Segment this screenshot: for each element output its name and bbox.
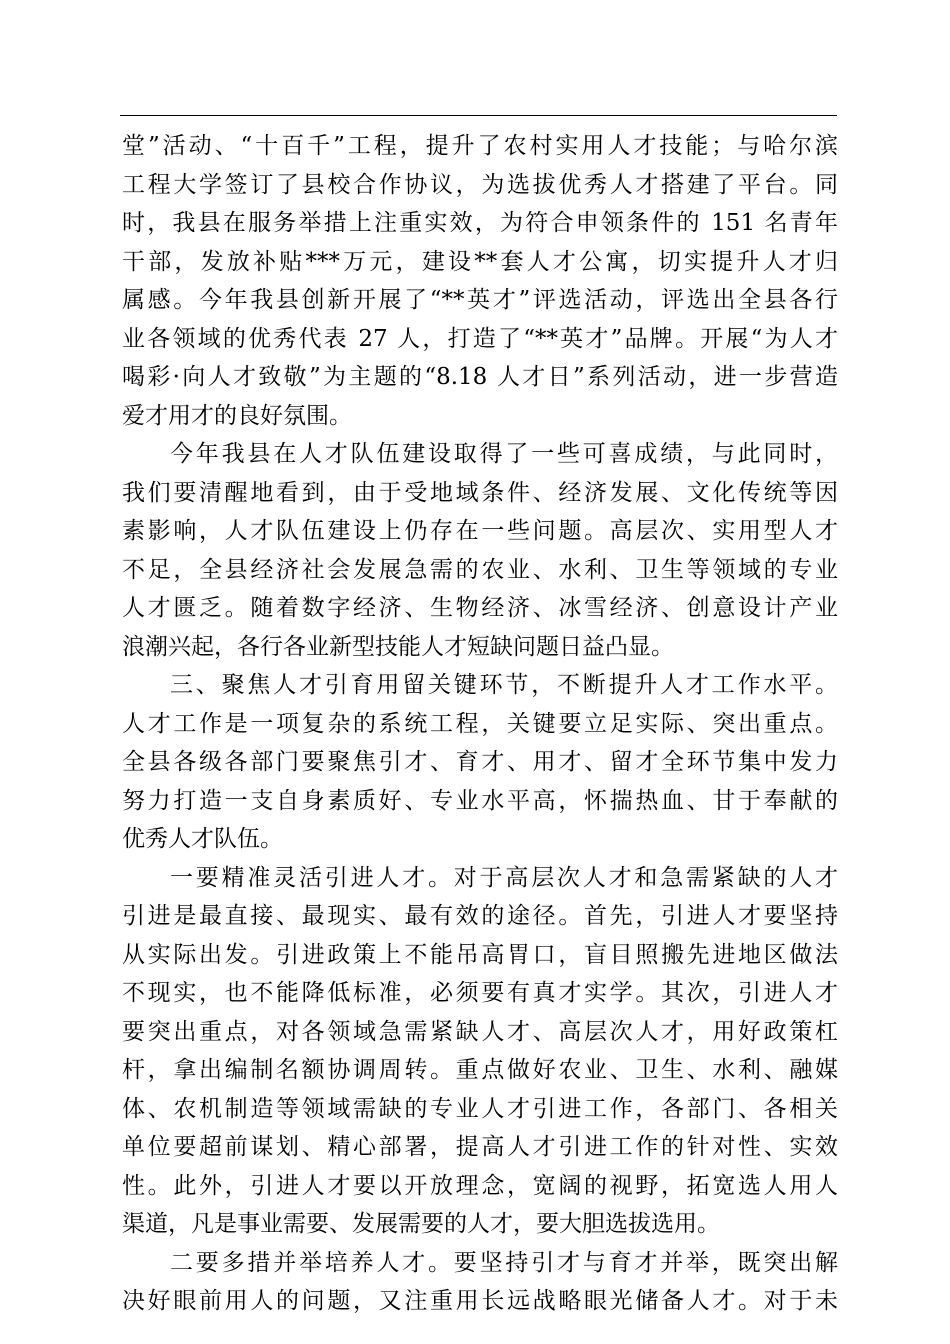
text-line: 体、农机制造等领域需缺的专业人才引进工作，各部门、各相关 <box>122 1095 838 1122</box>
text-line: 素影响，人才队伍建设上仍存在一些问题。高层次、实用型人才 <box>122 518 838 544</box>
text-line: 全县各级各部门要聚焦引才、育才、用才、留才全环节集中发力 <box>122 749 838 775</box>
text-line: 工程大学签订了县校合作协议，为选拔优秀人才搭建了平台。同 <box>122 171 838 198</box>
text-line: 不足，全县经济社会发展急需的农业、水利、卫生等领域的专业 <box>122 556 838 583</box>
text-line: 单位要超前谋划、精心部署，提高人才引进工作的针对性、实效 <box>122 1134 838 1160</box>
text-line: 干部，发放补贴***万元，建设**套人才公寓，切实提升人才归 <box>122 248 838 275</box>
text-line: 引进是最直接、最现实、最有效的途径。首先，引进人才要坚持 <box>122 903 838 929</box>
text-line: 优秀人才队伍。 <box>122 826 283 852</box>
text-line: 我们要清醒地看到，由于受地域条件、经济发展、文化传统等因 <box>122 479 838 506</box>
text-line: 性。此外，引进人才要以开放理念，宽阔的视野，拓宽选人用人 <box>122 1172 838 1199</box>
text-line: 人才匮乏。随着数字经济、生物经济、冰雪经济、创意设计产业 <box>122 595 838 621</box>
text-line: 一要精准灵活引进人才。对于高层次人才和急需紧缺的人才 <box>170 864 838 891</box>
text-line: 浪潮兴起，各行各业新型技能人才短缺问题日益凸显。 <box>122 633 674 660</box>
text-line: 渠道，凡是事业需要、发展需要的人才，要大胆选拔选用。 <box>122 1211 720 1237</box>
text-line: 二要多措并举培养人才。要坚持引才与育才并举，既突出解 <box>170 1249 838 1276</box>
text-line: 堂”活动、“十百千”工程，提升了农村实用人才技能；与哈尔滨 <box>122 133 838 159</box>
text-line: 杆，拿出编制名额协调周转。重点做好农业、卫生、水利、融媒 <box>122 1057 838 1083</box>
text-line: 要突出重点，对各领域急需紧缺人才、高层次人才，用好政策杠 <box>122 1018 838 1045</box>
text-line: 不现实，也不能降低标准，必须要有真才实学。其次，引进人才 <box>122 980 838 1006</box>
text-line: 喝彩·向人才致敬”为主题的“8.18 人才日”系列活动，进一步营造 <box>122 364 838 390</box>
text-line: 业各领域的优秀代表 27 人，打造了“**英才”品牌。开展“为人才 <box>122 325 838 352</box>
text-line: 今年我县在人才队伍建设取得了一些可喜成绩，与此同时， <box>170 441 838 467</box>
text-line: 属感。今年我县创新开展了“**英才”评选活动，评选出全县各行 <box>122 287 838 313</box>
document-body <box>122 127 838 1321</box>
text-line: 人才工作是一项复杂的系统工程，关键要立足实际、突出重点。 <box>122 710 838 737</box>
text-line: 努力打造一支自身素质好、专业水平高，怀揣热血、甘于奉献的 <box>122 787 838 814</box>
header-rule <box>120 115 837 116</box>
text-line: 爱才用才的良好氛围。 <box>122 402 352 429</box>
text-line: 决好眼前用人的问题，又注重用长远战略眼光储备人才。对于未 <box>122 1288 838 1314</box>
text-line: 从实际出发。引进政策上不能吊高胃口，盲目照搬先进地区做法 <box>122 941 838 968</box>
text-line: 时，我县在服务举措上注重实效，为符合申领条件的 151 名青年 <box>122 210 838 236</box>
text-line: 三、聚焦人才引育用留关键环节，不断提升人才工作水平。 <box>170 672 838 698</box>
